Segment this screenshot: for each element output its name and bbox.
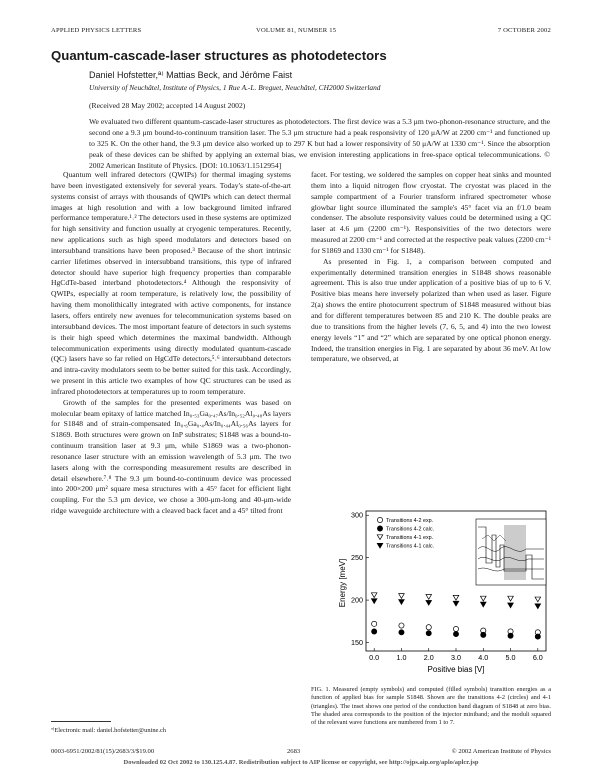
data-point <box>453 626 458 631</box>
data-point <box>426 625 431 630</box>
data-point <box>372 629 377 634</box>
x-tick-label: 4.0 <box>478 653 489 662</box>
abstract: We evaluated two different quantum-cascade-laser structures as photodetectors. The first device was a 5.3 μm two-phonon-resonance structure, and the second one a 9.3 μm bound-to-continuum transition laser. The 5.3 μm structure had a peak responsivity of 120 μA/W at 2200 cm⁻¹ and functioned up to 325 K. On the other hand, the 9.3 μm device also worked up to 297 K but had a lower responsivity of 50 μA/W at 1330 cm⁻¹. Since the absorption peak of these devices can be shifted by applying an external bias, we envision interesting applications in free-space optical telecommunications. © 2002 American Institute of Physics. [DOI: 10.1063/1.1512954] <box>89 117 550 170</box>
energy-vs-bias-chart <box>336 505 551 676</box>
data-point <box>453 601 459 606</box>
x-tick-label: 5.0 <box>505 653 516 662</box>
paragraph: facet. For testing, we soldered the samples on copper heat sinks and mounted them into a liquid nitrogen flow cryostat. The cryostat was placed in the sample compartment of a Fourier transform infrared spectrometer whose glowbar light source illuminated the sample's 45° facet via an f/1.0 beam condenser. The absolute responsivity values could be determined using a QC laser at 4.6 μm (2200 cm⁻¹). Responsivities of the two detectors were measured at 2200 cm⁻¹ and corrected at the respective peak values (2200 cm⁻¹ for S1869 and 1330 cm⁻¹ for S1848). <box>311 170 551 255</box>
data-point <box>377 543 383 548</box>
journal-name: APPLIED PHYSICS LETTERS <box>51 27 142 34</box>
data-point <box>399 594 405 599</box>
footnote-rule <box>51 721 111 722</box>
legend-label: Transitions 4-2 calc. <box>386 526 435 533</box>
y-tick-label: 300 <box>351 510 363 520</box>
data-point <box>535 634 540 639</box>
paragraph: As presented in Fig. 1, a comparison between computed and experimentally determined transition energies in S1848 shows reasonable agreement. This is also true under application of a positive bias of up to 6 V. Positive bias means here inversely polarized than when used as laser. Figure 2(a) shows the entire photocurrent spectrum of S1848 measured without bias and for different temperatures between 85 and 210 K. The double peaks are due to transitions from the higher levels (7, 6, 5, and 4) into the two lowest energy levels “1” and “2” which are separated by one optical phonon energy. Indeed, the transition energies in Fig. 1 are separated by about 36 meV. At low temperature, we observed, at <box>311 256 551 364</box>
data-point <box>508 603 514 608</box>
legend-label: Transitions 4-1 calc. <box>386 543 435 550</box>
y-tick-label: 200 <box>351 595 363 605</box>
page-number: 2683 <box>287 748 301 755</box>
download-notice: Downloaded 02 Oct 2002 to 130.125.4.87. Redistribution subject to AIP license or copyright, see http://ojps.aip.org/aplo/aplcr.jsp <box>123 759 479 766</box>
data-point <box>535 597 541 602</box>
volume-number: VOLUME 81, NUMBER 15 <box>256 27 337 34</box>
left-column <box>51 170 291 745</box>
band-diagram-inset <box>476 519 546 585</box>
author-list: Daniel Hofstetter,ª⁾ Mattias Beck, and Jérôme Faist <box>89 70 293 80</box>
data-point <box>399 623 404 628</box>
data-point <box>508 633 513 638</box>
legend-label: Transitions 4-2 exp. <box>386 518 434 525</box>
data-point <box>426 600 432 605</box>
legend-label: Transitions 4-1 exp. <box>386 535 434 542</box>
data-point <box>480 602 486 607</box>
data-point <box>399 630 404 635</box>
right-column <box>311 170 551 505</box>
y-tick-label: 150 <box>351 638 363 648</box>
data-point <box>453 595 459 600</box>
paragraph: Quantum well infrared detectors (QWIPs) for thermal imaging systems have been investigated extensively for several years. Today's state-of-the-art systems consist of arrays with thousands of QWIPs which can detect thermal images at high resolution and with a low background limited infrared performance temperature.¹˒² The detectors used in these systems are optimized for high sensitivity and function usually at cryogenic temperatures. Recently, new applications such as high speed modulators and detectors based on intersubband transitions have been proposed.³ Because of the short intrinsic carrier lifetimes observed in intersubband transitions, this type of infrared detector should have superior high frequency properties than comparable HgCdTe-based interband photodetectors.⁴ Although the responsivity of QWIPs, especially at room temperature, is relatively low, the possibility of having them monolithically integrated with active components, for instance lasers, offers entirely new avenues for telecommunication systems based on intersubband devices. The most important feature of detectors in such systems is their high speed which determines the maximal bandwidth. Although telecommunication experiments using directly modulated quantum-cascade (QC) lasers have so far relied on HgCdTe detectors,⁵˒⁶ intersubband detectors and intra-cavity modulators seem to be better suited for this task. Accordingly, we present in this article two examples of how QC structures can be used as infrared photodetectors at temperatures up to room temperature. <box>51 170 291 396</box>
copyright: © 2002 American Institute of Physics <box>451 748 551 755</box>
data-point <box>508 596 514 601</box>
data-point <box>371 599 377 604</box>
y-axis-label: Energy [meV] <box>338 558 347 608</box>
data-point <box>377 526 382 531</box>
data-point <box>480 596 486 601</box>
data-point <box>377 535 383 540</box>
footnote: ª⁾Electronic mail: daniel.hofstetter@unine.ch <box>51 727 166 734</box>
x-axis-label: Positive bias [V] <box>427 665 485 674</box>
data-point <box>426 594 432 599</box>
x-tick-label: 6.0 <box>532 653 543 662</box>
received-dates: (Received 28 May 2002; accepted 14 August 2002) <box>89 101 246 110</box>
x-tick-label: 0.0 <box>369 653 380 662</box>
issue-date: 7 OCTOBER 2002 <box>497 27 551 34</box>
figure-1 <box>336 505 551 676</box>
data-point <box>426 631 431 636</box>
paragraph: Growth of the samples for the presented experiments was based on molecular beam epitaxy of lattice matched In₀.₅₃Ga₀.₄₇As/In₀.₅₂Al₀.₄₈As layers for S1848 and of strain-compensated In₀.₆Ga₀.₄As/In₀.₄₄Al₀.₅₆As layers for S1869. Both structures were grown on InP substrates; S1848 was a bound-to-continuum transition laser at 9.3 μm, while S1869 was a two-phonon-resonance laser structure with an emission wavelength of 5.3 μm. The two lasers along with the corresponding measurement results are described in detail elsewhere.⁷˒⁸ The 9.3 μm bound-to-continuum device was processed into 200×200 μm² square mesa structures with a 45° facet for efficient light coupling. For the 5.3 μm device, we chose a 300-μm-long and 40-μm-wide ridge waveguide architecture with a cleaved back facet and a 45° tilted front <box>51 397 291 516</box>
data-point <box>377 517 382 522</box>
x-tick-label: 2.0 <box>423 653 434 662</box>
issn-code: 0003-6951/2002/81(15)/2683/3/$19.00 <box>51 748 155 755</box>
y-tick-label: 250 <box>351 553 363 563</box>
data-point <box>399 600 405 605</box>
data-point <box>453 631 458 636</box>
affiliation: University of Neuchâtel, Institute of Physics, 1 Rue A.-L. Breguet, Neuchâtel, CH2000 Switzerland <box>89 83 381 92</box>
running-header <box>51 27 551 37</box>
data-point <box>535 604 541 609</box>
figure-caption: FIG. 1. Measured (empty symbols) and computed (filled symbols) transition energies as a function of applied bias for sample S1848. Shown are the transitions 4-2 (circles) and 4-1 (triangles). The inset shows one period of the conduction band diagram of S1848 at zero bias. The shaded area corresponds to the position of the injector miniband; and the moduli squared of the relevant wave functions are numbered from 1 to 7. <box>311 686 551 727</box>
data-point <box>372 621 377 626</box>
x-tick-label: 3.0 <box>451 653 461 662</box>
data-point <box>481 632 486 637</box>
data-point <box>371 593 377 598</box>
page-footer <box>51 748 551 757</box>
chart-legend <box>377 517 434 549</box>
x-tick-label: 1.0 <box>396 653 407 662</box>
article-title: Quantum-cascade-laser structures as photodetectors <box>51 48 387 63</box>
